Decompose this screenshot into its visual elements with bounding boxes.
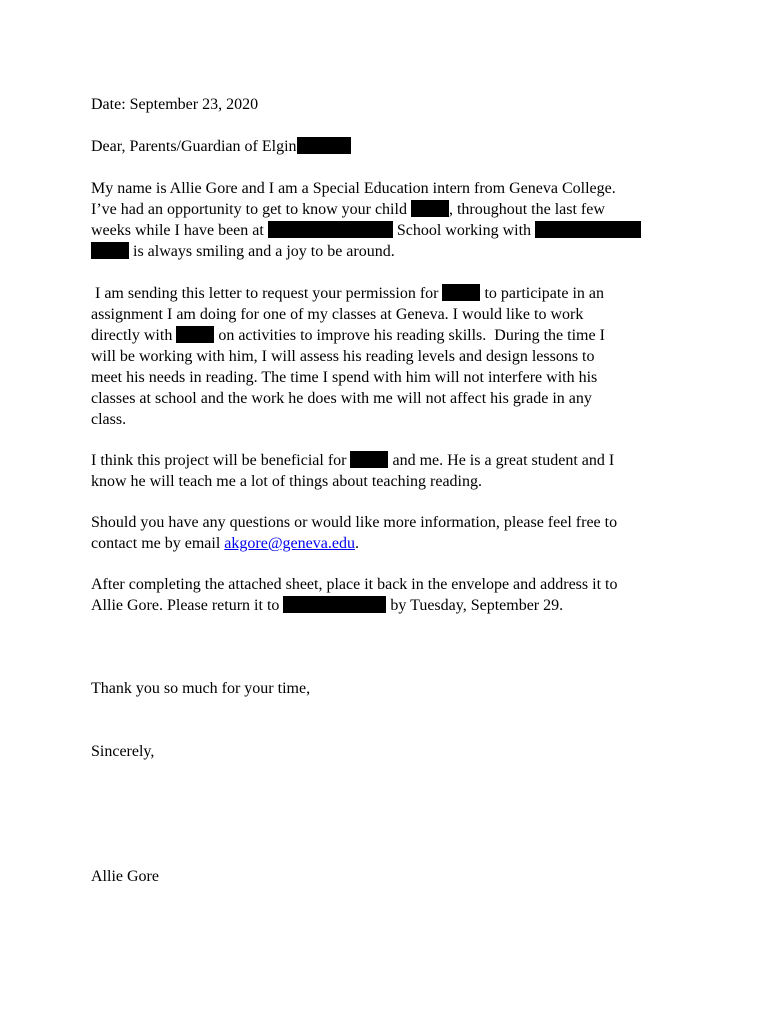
request-line-7: class. bbox=[91, 411, 127, 428]
redaction-bar bbox=[442, 284, 480, 301]
request-line-1 bbox=[91, 283, 604, 304]
date-line: Date: September 23, 2020 bbox=[91, 96, 259, 113]
request-line-3-start: directly with bbox=[91, 327, 177, 344]
return-line-1: After completing the attached sheet, place it back in the envelope and address it to bbox=[91, 576, 618, 593]
request-line-6: classes at school and the work he does with me will not affect his grade in any bbox=[91, 390, 592, 407]
redaction-bar bbox=[283, 596, 386, 613]
request-line-2: assignment I am doing for one of my classes at Geneva. I would like to work bbox=[91, 306, 584, 323]
request-line-1-end: to participate in an bbox=[480, 285, 604, 302]
benefit-line-1-end: and me. He is a great student and I bbox=[388, 452, 615, 469]
thanks-line: Thank you so much for your time, bbox=[91, 680, 311, 697]
redaction-bar bbox=[176, 326, 214, 343]
redaction-bar bbox=[350, 451, 388, 468]
intro-line-4 bbox=[91, 241, 395, 262]
signature-line: Allie Gore bbox=[91, 868, 159, 885]
redaction-bar bbox=[535, 221, 641, 238]
request-line-5: meet his needs in reading. The time I spend with him will not interfere with his bbox=[91, 369, 598, 386]
benefit-line-2: know he will teach me a lot of things about teaching reading. bbox=[91, 473, 482, 490]
salutation-line bbox=[91, 136, 351, 157]
return-line-2 bbox=[91, 595, 563, 616]
contact-line-2-end: . bbox=[354, 535, 359, 552]
contact-line-2-start: contact me by email bbox=[91, 535, 225, 552]
redaction-bar bbox=[91, 242, 129, 259]
request-line-3 bbox=[91, 325, 605, 346]
benefit-line-1 bbox=[91, 450, 614, 471]
contact-line-2 bbox=[91, 533, 359, 554]
intro-line-4-text: is always smiling and a joy to be around. bbox=[129, 243, 395, 260]
email-link[interactable]: akgore@geneva.edu bbox=[224, 535, 355, 552]
benefit-line-1-start: I think this project will be beneficial for bbox=[91, 452, 351, 469]
request-line-1-start: I am sending this letter to request your permission for bbox=[91, 285, 443, 302]
intro-line-3-start: weeks while I have been at bbox=[91, 222, 268, 239]
intro-line-1: My name is Allie Gore and I am a Special Education intern from Geneva College. bbox=[91, 180, 616, 197]
intro-line-2 bbox=[91, 199, 605, 220]
intro-line-2-end: , throughout the last few bbox=[448, 201, 605, 218]
intro-line-2-start: I’ve had an opportunity to get to know your child bbox=[91, 201, 411, 218]
redaction-bar bbox=[411, 200, 449, 217]
return-line-2-start: Allie Gore. Please return it to bbox=[91, 597, 284, 614]
contact-line-1: Should you have any questions or would like more information, please feel free to bbox=[91, 514, 618, 531]
closing-line: Sincerely, bbox=[91, 743, 155, 760]
redaction-bar bbox=[268, 221, 393, 238]
redaction-bar bbox=[297, 137, 351, 154]
intro-line-3 bbox=[91, 220, 641, 241]
request-line-4: will be working with him, I will assess his reading levels and design lessons to bbox=[91, 348, 595, 365]
request-line-3-end: on activities to improve his reading skills. During the time I bbox=[214, 327, 605, 344]
intro-line-3-end: School working with bbox=[392, 222, 536, 239]
salutation-text: Dear, Parents/Guardian of Elgin bbox=[91, 138, 297, 155]
return-line-2-end: by Tuesday, September 29. bbox=[386, 597, 564, 614]
